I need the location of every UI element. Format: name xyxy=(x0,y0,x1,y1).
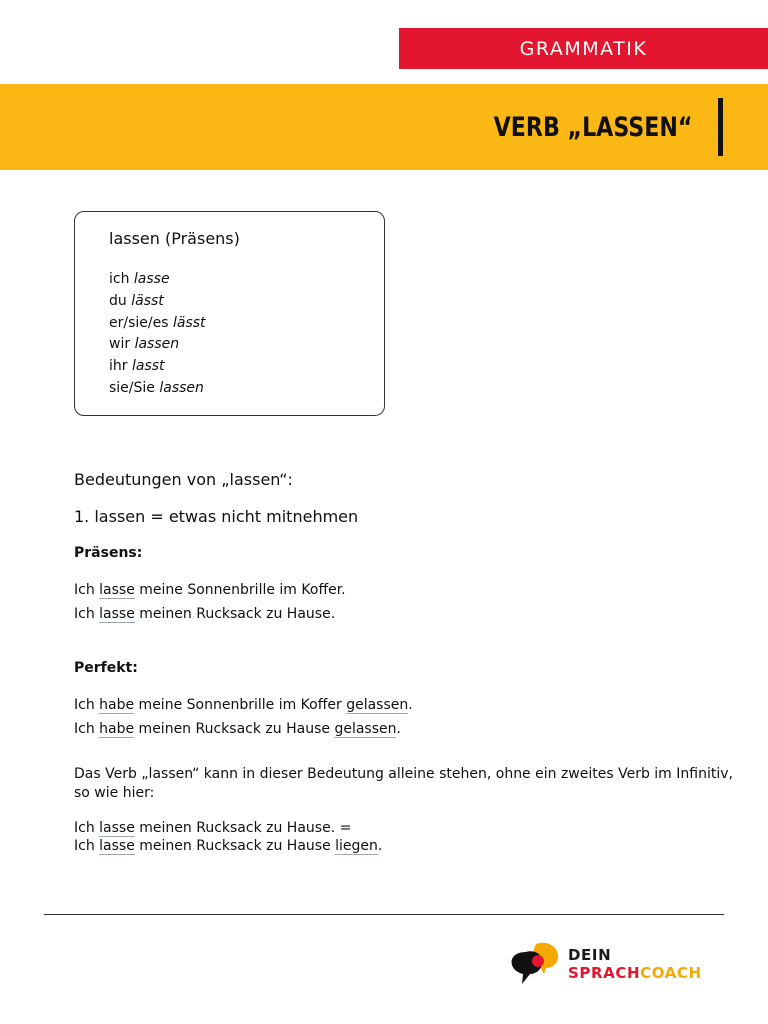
conjugation-list xyxy=(109,269,206,400)
page-title: VERB „LASSEN“ xyxy=(493,112,692,143)
brand-logo xyxy=(508,940,728,990)
conjugation-row: sie/Sie lassen xyxy=(109,379,204,396)
conjugation-box xyxy=(74,211,385,416)
section-1-title: 1. lassen = etwas nicht mitnehmen xyxy=(74,507,359,526)
conjugation-row: ihr lasst xyxy=(109,358,165,375)
conjugation-row: ich lasse xyxy=(109,271,170,287)
conjugation-row: er/sie/es lässt xyxy=(109,314,206,331)
logo-line1: DEIN xyxy=(568,946,612,964)
title-accent-bar xyxy=(718,98,723,156)
speech-bubble-icon xyxy=(508,940,564,990)
example-sentence: Ich lasse meinen Rucksack zu Hause. = xyxy=(74,820,352,836)
category-label: GRAMMATIK xyxy=(519,37,648,60)
footer-divider xyxy=(44,914,724,915)
perfekt-label: Perfekt: xyxy=(74,660,138,676)
usage-note: Das Verb „lassen“ kann in dieser Bedeutung alleine stehen, ohne ein zweites Verb im Infinitiv, so wie hier: xyxy=(74,766,733,801)
conjugation-title: lassen (Präsens) xyxy=(109,229,240,248)
example-sentence: Ich lasse meine Sonnenbrille im Koffer. xyxy=(74,582,346,598)
logo-text xyxy=(568,946,702,982)
example-sentence: Ich habe meinen Rucksack zu Hause gelassen. xyxy=(74,721,401,737)
conjugation-row: du lässt xyxy=(109,292,164,309)
conjugation-row: wir lassen xyxy=(109,336,180,353)
example-sentence: Ich lasse meinen Rucksack zu Hause liegen. xyxy=(74,838,383,854)
praesens-label: Präsens: xyxy=(74,545,143,561)
example-sentence: Ich habe meine Sonnenbrille im Koffer gelassen. xyxy=(74,697,413,713)
category-tab xyxy=(399,28,768,69)
meanings-heading: Bedeutungen von „lassen“: xyxy=(74,470,293,489)
logo-line2: SPRACHCOACH xyxy=(568,964,702,982)
example-sentence: Ich lasse meinen Rucksack zu Hause. xyxy=(74,606,336,622)
